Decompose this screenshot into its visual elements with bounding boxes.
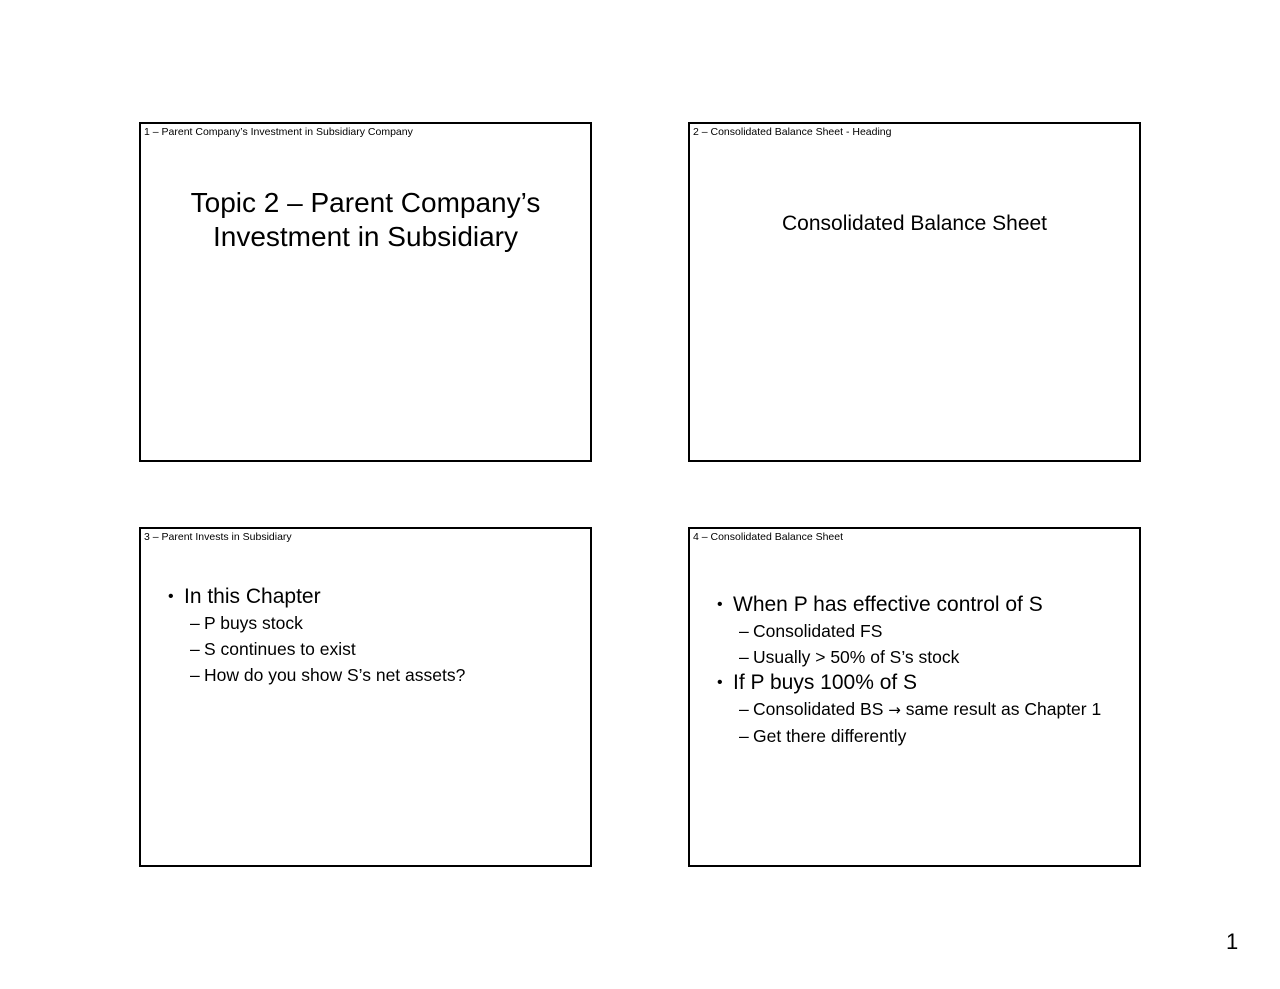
sub-bullet-text: P buys stock <box>204 613 303 633</box>
slide-1-title-line-2: Investment in Subsidiary <box>212 221 519 252</box>
bullet-item <box>690 592 1139 618</box>
sub-bullet-text: How do you show S’s net assets? <box>204 665 466 685</box>
bullet-item <box>690 670 1139 696</box>
bullet-icon: • <box>717 674 723 691</box>
bullet-text: In this Chapter <box>184 585 321 608</box>
bullet-icon: • <box>717 596 723 613</box>
slide-1-title-line-1: Topic 2 – Parent Company’s <box>190 187 541 218</box>
arrow-right-icon: → <box>888 701 901 719</box>
dash-icon: – <box>739 699 749 719</box>
dash-icon: – <box>739 621 749 641</box>
sub-bullet-item <box>690 618 1139 644</box>
bullet-text: If P buys 100% of S <box>733 671 918 694</box>
sub-bullet-text: Usually > 50% of S’s stock <box>753 647 960 667</box>
slide-4-header: 4 – Consolidated Balance Sheet <box>693 531 844 543</box>
slide-3-header: 3 – Parent Invests in Subsidiary <box>144 531 292 543</box>
slide-1 <box>139 122 592 462</box>
dash-icon: – <box>739 726 749 746</box>
sub-bullet-item <box>690 696 1139 723</box>
sub-bullet-item <box>141 610 590 636</box>
slide-3-bullet-list <box>141 584 590 688</box>
slide-2-header: 2 – Consolidated Balance Sheet - Heading <box>693 126 892 138</box>
sub-bullet-text-part: same result as Chapter 1 <box>905 699 1102 719</box>
sub-bullet-item <box>141 636 590 662</box>
slide-3 <box>139 527 592 867</box>
slide-2 <box>688 122 1141 462</box>
page-number: 1 <box>1226 929 1239 954</box>
slide-1-header: 1 – Parent Company’s Investment in Subsidiary Company <box>144 126 413 138</box>
slide-2-title: Consolidated Balance Sheet <box>781 212 1048 235</box>
dash-icon: – <box>190 639 200 659</box>
sub-bullet-item <box>690 644 1139 670</box>
sub-bullet-text: S continues to exist <box>204 639 356 659</box>
sub-bullet-item <box>690 723 1139 749</box>
bullet-item <box>141 584 590 610</box>
sub-bullet-text: Get there differently <box>753 726 907 746</box>
sub-bullet-text-part: Consolidated BS <box>753 699 884 719</box>
sub-bullet-text: Consolidated FS <box>753 621 883 641</box>
dash-icon: – <box>190 613 200 633</box>
bullet-icon: • <box>168 588 174 605</box>
slide-1-title <box>141 186 590 254</box>
bullet-text: When P has effective control of S <box>733 593 1043 616</box>
dash-icon: – <box>190 665 200 685</box>
slide-4-bullet-list <box>690 592 1139 749</box>
slide-4 <box>688 527 1141 867</box>
dash-icon: – <box>739 647 749 667</box>
sub-bullet-item <box>141 662 590 688</box>
